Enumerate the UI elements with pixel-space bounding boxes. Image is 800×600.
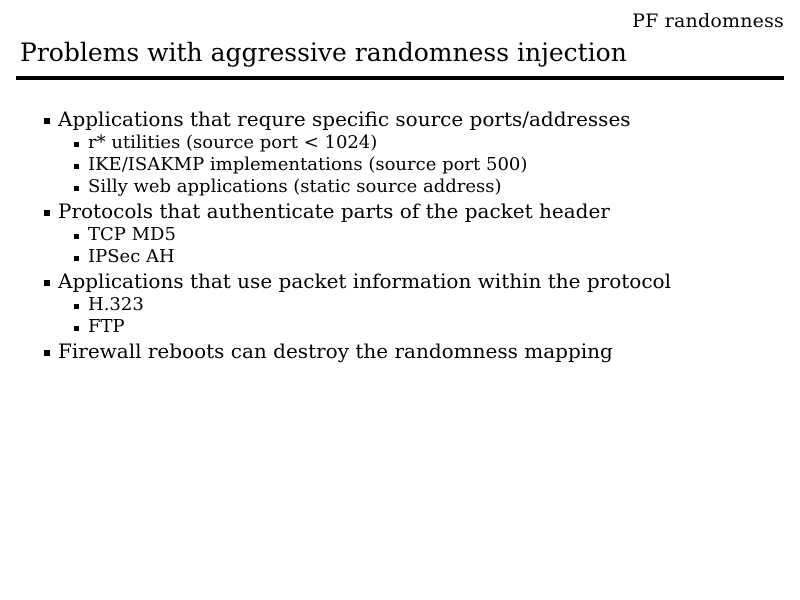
list-item (40, 226, 780, 244)
bullet-square-icon (44, 280, 50, 286)
bullet-square-icon (74, 326, 79, 331)
list-item (40, 341, 780, 361)
bullet-square-icon (44, 118, 50, 124)
list-item (40, 178, 780, 196)
list-item (40, 248, 780, 266)
bullet-square-icon (74, 256, 79, 261)
list-item (40, 318, 780, 336)
list-item-label: TCP MD5 (88, 224, 176, 245)
slide-header-label: PF randomness (632, 10, 784, 32)
bullet-square-icon (74, 186, 79, 191)
list-item-label: r* utilities (source port < 1024) (88, 132, 378, 153)
bullet-square-icon (44, 350, 50, 356)
list-item-label: Silly web applications (static source address) (88, 176, 502, 197)
list-item-label: FTP (88, 316, 125, 337)
list-item (40, 156, 780, 174)
list-item (40, 134, 780, 152)
slide-content (40, 104, 780, 366)
list-item (40, 296, 780, 314)
list-item-label: IPSec AH (88, 246, 175, 267)
list-item (40, 201, 780, 221)
list-item-label: Protocols that authenticate parts of the packet header (58, 199, 610, 223)
title-divider (16, 76, 784, 80)
list-item-label: Firewall reboots can destroy the randomness mapping (58, 339, 613, 363)
list-item (40, 271, 780, 291)
list-item-label: IKE/ISAKMP implementations (source port 500) (88, 154, 528, 175)
bullet-square-icon (74, 234, 79, 239)
list-item (40, 109, 780, 129)
list-item-label: H.323 (88, 294, 144, 315)
page-title: Problems with aggressive randomness injection (20, 38, 627, 67)
bullet-list (40, 109, 780, 361)
bullet-square-icon (74, 142, 79, 147)
list-item-label: Applications that use packet information within the protocol (58, 269, 671, 293)
bullet-square-icon (44, 210, 50, 216)
bullet-square-icon (74, 164, 79, 169)
bullet-square-icon (74, 304, 79, 309)
list-item-label: Applications that requre specific source ports/addresses (58, 107, 631, 131)
